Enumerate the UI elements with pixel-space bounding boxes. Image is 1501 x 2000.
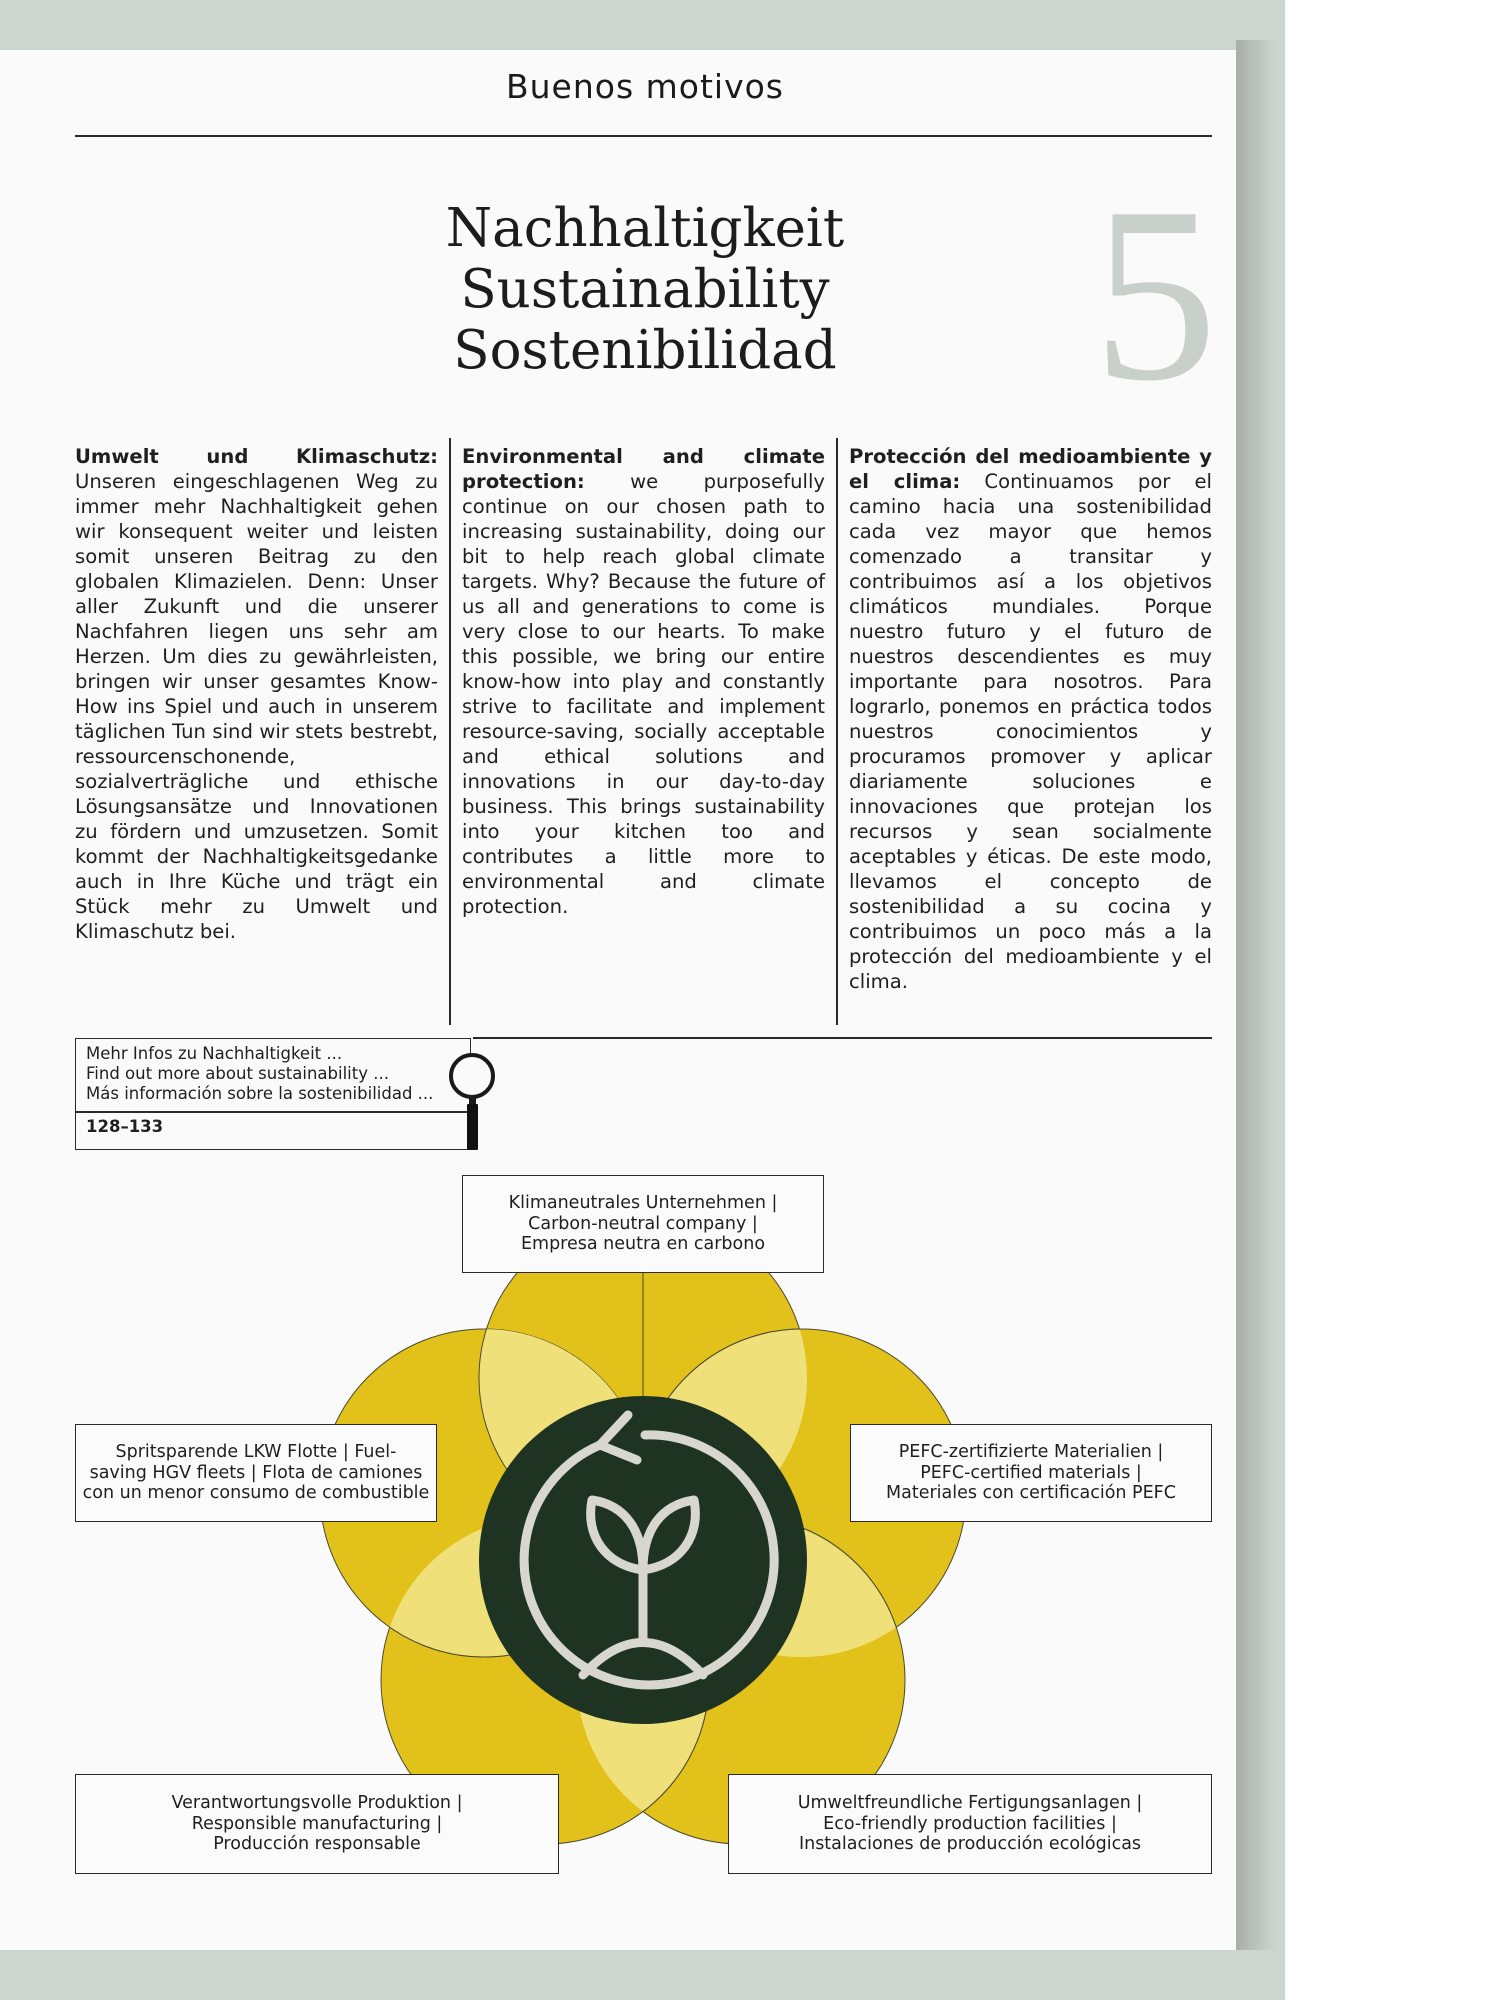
headline-de: Nachhaltigkeit [445, 198, 845, 259]
label-fuel-saving-fleet [75, 1424, 437, 1522]
sustainability-diagram [0, 50, 1236, 1950]
page [0, 50, 1236, 1950]
label-line: PEFC-certified materials | [920, 1462, 1142, 1483]
label-line: Producción responsable [213, 1834, 421, 1855]
label-line: Eco-friendly production facilities | [823, 1813, 1117, 1834]
label-line: Instalaciones de producción ecológicas [798, 1834, 1142, 1855]
info-page-range: 128–133 [86, 1117, 164, 1136]
section-title: Buenos motivos [506, 67, 784, 106]
label-line: PEFC-zertifizierte Materialien | [898, 1442, 1164, 1463]
headline-es: Sostenibilidad [453, 320, 837, 381]
label-eco-friendly-facilities [728, 1774, 1212, 1874]
column-de-lead: Umwelt und Klimaschutz: [75, 445, 438, 468]
column-de-text: Unseren eingeschlagenen Weg zu immer mehr Nachhaltigkeit gehen wir konsequent weiter und leisten somit unseren Beitrag zu den globalen Klimazielen. Denn: Unser aller Zukunft und die unserer Nachfahren liegen uns sehr am Herzen. Um dies zu gewährleisten, bringen wir unser gesamtes Know-How ins Spiel und auch in unserem täglichen Tun sind wir stets bestrebt, ressourcenschonende, sozialverträgliche und ethische Lösungsansätze und Innovationen zu fördern und umzusetzen. Somit kommt der Nachhaltigkeitsgedanke auch in Ihre Küche und trägt ein Stück mehr zu Umwelt und Klimaschutz bei. [75, 470, 438, 943]
label-line: Umweltfreundliche Fertigungsanlagen | [797, 1793, 1143, 1814]
info-line-es: Más información sobre la sostenibilidad ... [86, 1084, 434, 1103]
info-line-de: Mehr Infos zu Nachhaltigkeit ... [86, 1044, 343, 1063]
bottom-band [0, 1950, 1285, 2000]
column-en-text: we purposefully continue on our chosen path to increasing sustainability, doing our bit to help reach global climate targets. Why? Because the future of us all and generations to come is very close to our hearts. To make this possible, we bring our entire know-how into play and constantly strive to facilitate and implement resource-saving, socially acceptable and ethical solutions and innovations in our day-to-day business. This brings sustainability into your kitchen too and contributes a little more to environmental and climate protection. [462, 470, 825, 918]
label-line: Empresa neutra en carbono [520, 1234, 766, 1255]
label-pefc-materials [850, 1424, 1212, 1522]
chapter-number: 5 [1092, 156, 1218, 433]
label-line: Verantwortungsvolle Produktion | [171, 1793, 463, 1814]
column-es-lead: Protección del medioambiente y el clima: [849, 445, 1212, 493]
label-carbon-neutral [462, 1175, 824, 1273]
page-shadow [1236, 40, 1276, 1950]
label-line: Klimaneutrales Unternehmen | [508, 1193, 778, 1214]
label-line: con un menor consumo de combustible [82, 1483, 430, 1504]
label-line: Carbon-neutral company | [528, 1213, 758, 1234]
label-line: Materiales con certificación PEFC [886, 1483, 1176, 1504]
label-line: Spritsparende LKW Flotte | Fuel- [115, 1442, 397, 1463]
column-en-lead: Environmental and climate protection: [462, 445, 825, 493]
label-responsible-manufacturing [75, 1774, 559, 1874]
info-line-en: Find out more about sustainability ... [86, 1064, 389, 1083]
label-line: saving HGV fleets | Flota de camiones [89, 1462, 423, 1483]
headline-en: Sustainability [460, 259, 830, 320]
column-es-text: Continuamos por el camino hacia una sostenibilidad cada vez mayor que hemos comenzado a transitar y contribuimos así a los objetivos climáticos mundiales. Porque nuestro futuro y el futuro de nuestros descendientes es muy importante para nosotros. Para lograrlo, ponemos en práctica todos nuestros conocimientos y procuramos promover y aplicar diariamente soluciones e innovaciones que protejan los recursos y sean socialmente aceptables y éticas. De este modo, llevamos el concepto de sostenibilidad a su cocina y contribuimos un poco más a la protección del medioambiente y el clima. [849, 470, 1212, 993]
label-line: Responsible manufacturing | [191, 1813, 443, 1834]
